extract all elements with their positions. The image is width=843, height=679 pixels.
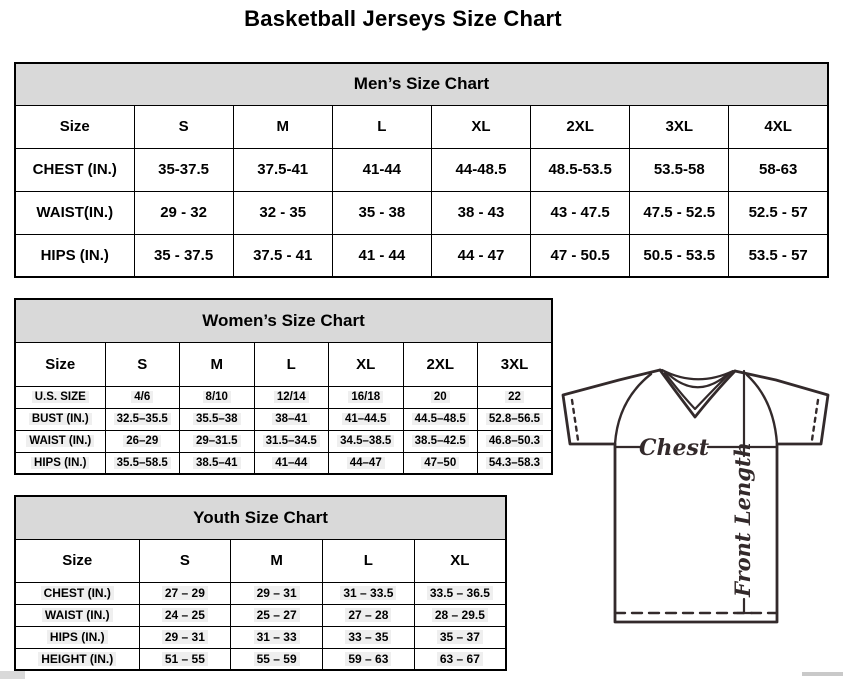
row-label: U.S. SIZE [15, 386, 105, 408]
size-value-cell: 37.5-41 [233, 148, 332, 191]
size-value-cell: 22 [478, 386, 553, 408]
size-value-cell: 59 – 63 [323, 648, 415, 670]
chest-label: Chest [638, 435, 710, 461]
column-header: M [233, 105, 332, 148]
row-label: BUST (IN.) [15, 408, 105, 430]
column-header: 2XL [531, 105, 630, 148]
column-header-row [15, 342, 552, 386]
bottom-left-gray-fragment [0, 671, 25, 679]
size-value-cell: 25 – 27 [231, 604, 323, 626]
size-value-cell: 29–31.5 [180, 430, 255, 452]
column-header: S [105, 342, 180, 386]
row-label: WAIST(IN.) [15, 191, 134, 234]
size-value-cell: 38.5–42.5 [403, 430, 478, 452]
column-header: XL [329, 342, 404, 386]
size-value-cell: 31 – 33.5 [323, 582, 415, 604]
size-value-cell: 31 – 33 [231, 626, 323, 648]
size-value-cell: 20 [403, 386, 478, 408]
size-value-cell: 28 – 29.5 [414, 604, 506, 626]
size-value-cell: 4/6 [105, 386, 180, 408]
table-row [15, 148, 828, 191]
size-value-cell: 35 - 38 [332, 191, 431, 234]
page-title: Basketball Jerseys Size Chart [244, 6, 562, 31]
column-header: L [323, 539, 415, 582]
size-value-cell: 58-63 [729, 148, 828, 191]
size-value-cell: 63 – 67 [414, 648, 506, 670]
row-label: CHEST (IN.) [15, 582, 139, 604]
size-value-cell: 52.8–56.5 [478, 408, 553, 430]
size-value-cell: 44.5–48.5 [403, 408, 478, 430]
size-value-cell: 26–29 [105, 430, 180, 452]
size-value-cell: 34.5–38.5 [329, 430, 404, 452]
size-value-cell: 50.5 - 53.5 [630, 234, 729, 277]
chart-title-row [15, 496, 506, 539]
size-value-cell: 33.5 – 36.5 [414, 582, 506, 604]
size-value-cell: 54.3–58.3 [478, 452, 553, 474]
column-header: S [134, 105, 233, 148]
right-cuff-dashed-line [812, 400, 818, 440]
column-header: XL [431, 105, 530, 148]
size-value-cell: 47.5 - 52.5 [630, 191, 729, 234]
column-header: XL [414, 539, 506, 582]
size-value-cell: 44 - 47 [431, 234, 530, 277]
size-value-cell: 44-48.5 [431, 148, 530, 191]
column-header: 4XL [729, 105, 828, 148]
size-value-cell: 32 - 35 [233, 191, 332, 234]
row-label: HIPS (IN.) [15, 234, 134, 277]
table-row [15, 430, 552, 452]
column-header: S [139, 539, 231, 582]
size-value-cell: 38.5–41 [180, 452, 255, 474]
size-value-cell: 12/14 [254, 386, 329, 408]
size-value-cell: 37.5 - 41 [233, 234, 332, 277]
column-header: 3XL [478, 342, 553, 386]
chart-title-row [15, 63, 828, 105]
womens-size-chart-table [14, 298, 553, 475]
table-row [15, 408, 552, 430]
size-value-cell: 32.5–35.5 [105, 408, 180, 430]
youth-size-chart-table [14, 495, 507, 671]
size-value-cell: 48.5-53.5 [531, 148, 630, 191]
table-row [15, 604, 506, 626]
size-value-cell: 35-37.5 [134, 148, 233, 191]
size-value-cell: 27 – 29 [139, 582, 231, 604]
size-label-header: Size [15, 539, 139, 582]
left-cuff-dashed-line [572, 400, 578, 440]
column-header: L [254, 342, 329, 386]
table-row [15, 191, 828, 234]
left-shoulder-seam [615, 374, 651, 444]
size-value-cell: 52.5 - 57 [729, 191, 828, 234]
size-value-cell: 33 – 35 [323, 626, 415, 648]
size-value-cell: 35 - 37.5 [134, 234, 233, 277]
table-row [15, 386, 552, 408]
size-value-cell: 43 - 47.5 [531, 191, 630, 234]
mens-size-chart-table [14, 62, 829, 278]
size-value-cell: 35.5–58.5 [105, 452, 180, 474]
size-value-cell: 41–44.5 [329, 408, 404, 430]
size-value-cell: 35.5–38 [180, 408, 255, 430]
right-shoulder-seam [747, 375, 777, 444]
chart-title-row [15, 299, 552, 342]
size-value-cell: 51 – 55 [139, 648, 231, 670]
size-label-header: Size [15, 105, 134, 148]
size-value-cell: 27 – 28 [323, 604, 415, 626]
size-value-cell: 8/10 [180, 386, 255, 408]
row-label: WAIST (IN.) [15, 430, 105, 452]
row-label: HIPS (IN.) [15, 452, 105, 474]
chart-title: Men’s Size Chart [15, 63, 828, 105]
column-header: L [332, 105, 431, 148]
table-row [15, 234, 828, 277]
size-value-cell: 16/18 [329, 386, 404, 408]
size-value-cell: 53.5 - 57 [729, 234, 828, 277]
size-value-cell: 38–41 [254, 408, 329, 430]
size-value-cell: 41–44 [254, 452, 329, 474]
size-value-cell: 46.8–50.3 [478, 430, 553, 452]
size-label-header: Size [15, 342, 105, 386]
table-row [15, 452, 552, 474]
jersey-measurement-diagram [556, 360, 836, 628]
chart-title: Youth Size Chart [15, 496, 506, 539]
front-length-label: Front Length [730, 442, 755, 597]
size-value-cell: 29 - 32 [134, 191, 233, 234]
row-label: WAIST (IN.) [15, 604, 139, 626]
table-row [15, 582, 506, 604]
size-value-cell: 38 - 43 [431, 191, 530, 234]
column-header: M [180, 342, 255, 386]
size-value-cell: 24 – 25 [139, 604, 231, 626]
bottom-right-gray-fragment [802, 672, 843, 676]
column-header: M [231, 539, 323, 582]
size-value-cell: 53.5-58 [630, 148, 729, 191]
column-header-row [15, 105, 828, 148]
size-value-cell: 44–47 [329, 452, 404, 474]
row-label: HEIGHT (IN.) [15, 648, 139, 670]
size-value-cell: 55 – 59 [231, 648, 323, 670]
size-value-cell: 47 - 50.5 [531, 234, 630, 277]
size-value-cell: 47–50 [403, 452, 478, 474]
column-header: 3XL [630, 105, 729, 148]
column-header: 2XL [403, 342, 478, 386]
table-row [15, 648, 506, 670]
size-value-cell: 29 – 31 [231, 582, 323, 604]
size-value-cell: 35 – 37 [414, 626, 506, 648]
column-header-row [15, 539, 506, 582]
row-label: HIPS (IN.) [15, 626, 139, 648]
size-value-cell: 41-44 [332, 148, 431, 191]
chart-title: Women’s Size Chart [15, 299, 552, 342]
size-value-cell: 31.5–34.5 [254, 430, 329, 452]
table-row [15, 626, 506, 648]
size-value-cell: 29 – 31 [139, 626, 231, 648]
size-value-cell: 41 - 44 [332, 234, 431, 277]
row-label: CHEST (IN.) [15, 148, 134, 191]
